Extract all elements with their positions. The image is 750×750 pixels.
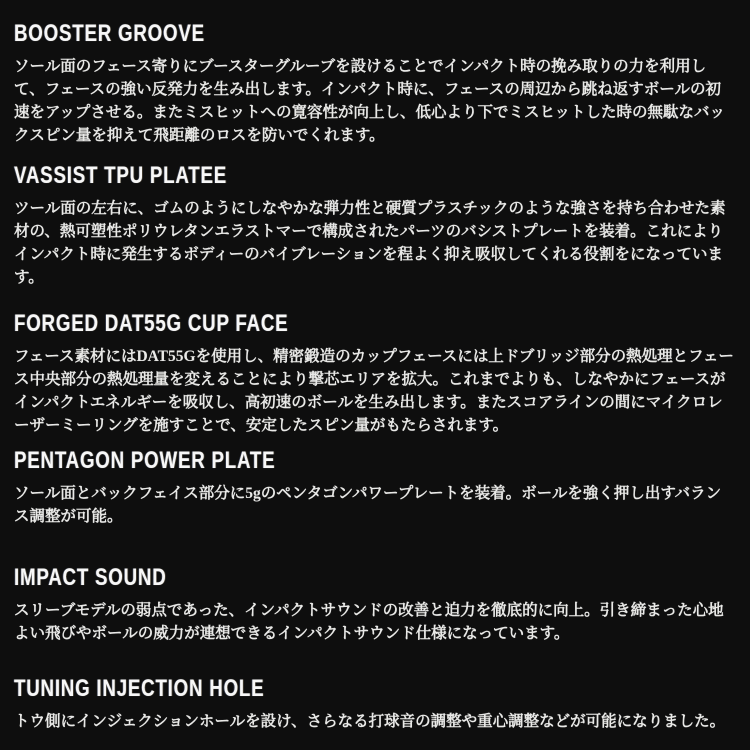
section-heading-tuning-injection-hole	[14, 675, 736, 702]
section-body-forged-dat55g-cup-face: フェース素材にはDAT55Gを使用し、精密鍛造のカップフェースには上ドブリッジ部分の熱処理とフェース中央部分の熱処理量を変えることにより撃芯エリアを拡大。これまでよりも、しなやかにフェースがインパクトエネルギーを吸収し、高初速のボールを生み出します。またスコアラインの間にマイクロレーザーミーリングを施すことで、安定したスピン量がもたらされます。	[14, 348, 734, 434]
section-pentagon-power-plate	[14, 447, 736, 528]
section-heading-forged-dat55g-cup-face	[14, 310, 736, 337]
section-body-pentagon-power-plate: ソール面とバックフェイス部分に5gのペンタゴンパワープレートを装着。ボールを強く押し出すバランス調整が可能。	[14, 485, 722, 525]
section-tuning-injection-hole	[14, 675, 736, 733]
section-forged-dat55g-cup-face	[14, 310, 736, 437]
section-heading-text: PENTAGON POWER PLATE	[14, 447, 276, 474]
section-body-booster-groove: ソール面のフェース寄りにブースターグルーブを設けることでインパクト時の挽み取りの力を利用して、フェースの強い反発力を生み出します。インパクト時に、フェースの周辺から跳ね返すボールの初速をアップさせる。またミスヒットへの寛容性が向上し、低心より下でミスヒットした時の無駄なバックスピン量を抑えて飛距離のロスを防いでくれます。	[14, 58, 725, 144]
section-heading-booster-groove	[14, 20, 736, 47]
section-heading-vassist-tpu-platee	[14, 162, 736, 189]
section-heading-text: VASSIST TPU PLATEE	[14, 162, 228, 189]
section-body-tuning-injection-hole: トウ側にインジェクションホールを設け、さらなる打球音の調整や重心調整などが可能になりました。	[14, 713, 726, 730]
section-impact-sound	[14, 564, 736, 645]
section-heading-pentagon-power-plate	[14, 447, 736, 474]
section-heading-text: FORGED DAT55G CUP FACE	[14, 310, 289, 337]
section-vassist-tpu-platee	[14, 162, 736, 289]
section-heading-text: IMPACT SOUND	[14, 564, 167, 591]
section-heading-text: TUNING INJECTION HOLE	[14, 675, 265, 702]
section-body-impact-sound: スリーブモデルの弱点であった、インパクトサウンドの改善と迫力を徹底的に向上。引き締まった心地よい飛びやボールの威力が連想できるインパクトサウンド仕様になっています。	[14, 602, 724, 642]
section-booster-groove	[14, 20, 736, 147]
section-body-vassist-tpu-platee: ツール面の左右に、ゴムのようにしなやかな弾力性と硬質プラスチックのような強さを持ち合わせた素材の、熱可塑性ポリウレタンエラストマーで構成されたパーツのバシストプレートを装着。これによりインパクト時に発生するボディーのバイブレーションを程よく抑え吸収してくれる役割をになっています。	[14, 200, 726, 286]
section-heading-text: BOOSTER GROOVE	[14, 20, 205, 47]
section-heading-impact-sound	[14, 564, 736, 591]
